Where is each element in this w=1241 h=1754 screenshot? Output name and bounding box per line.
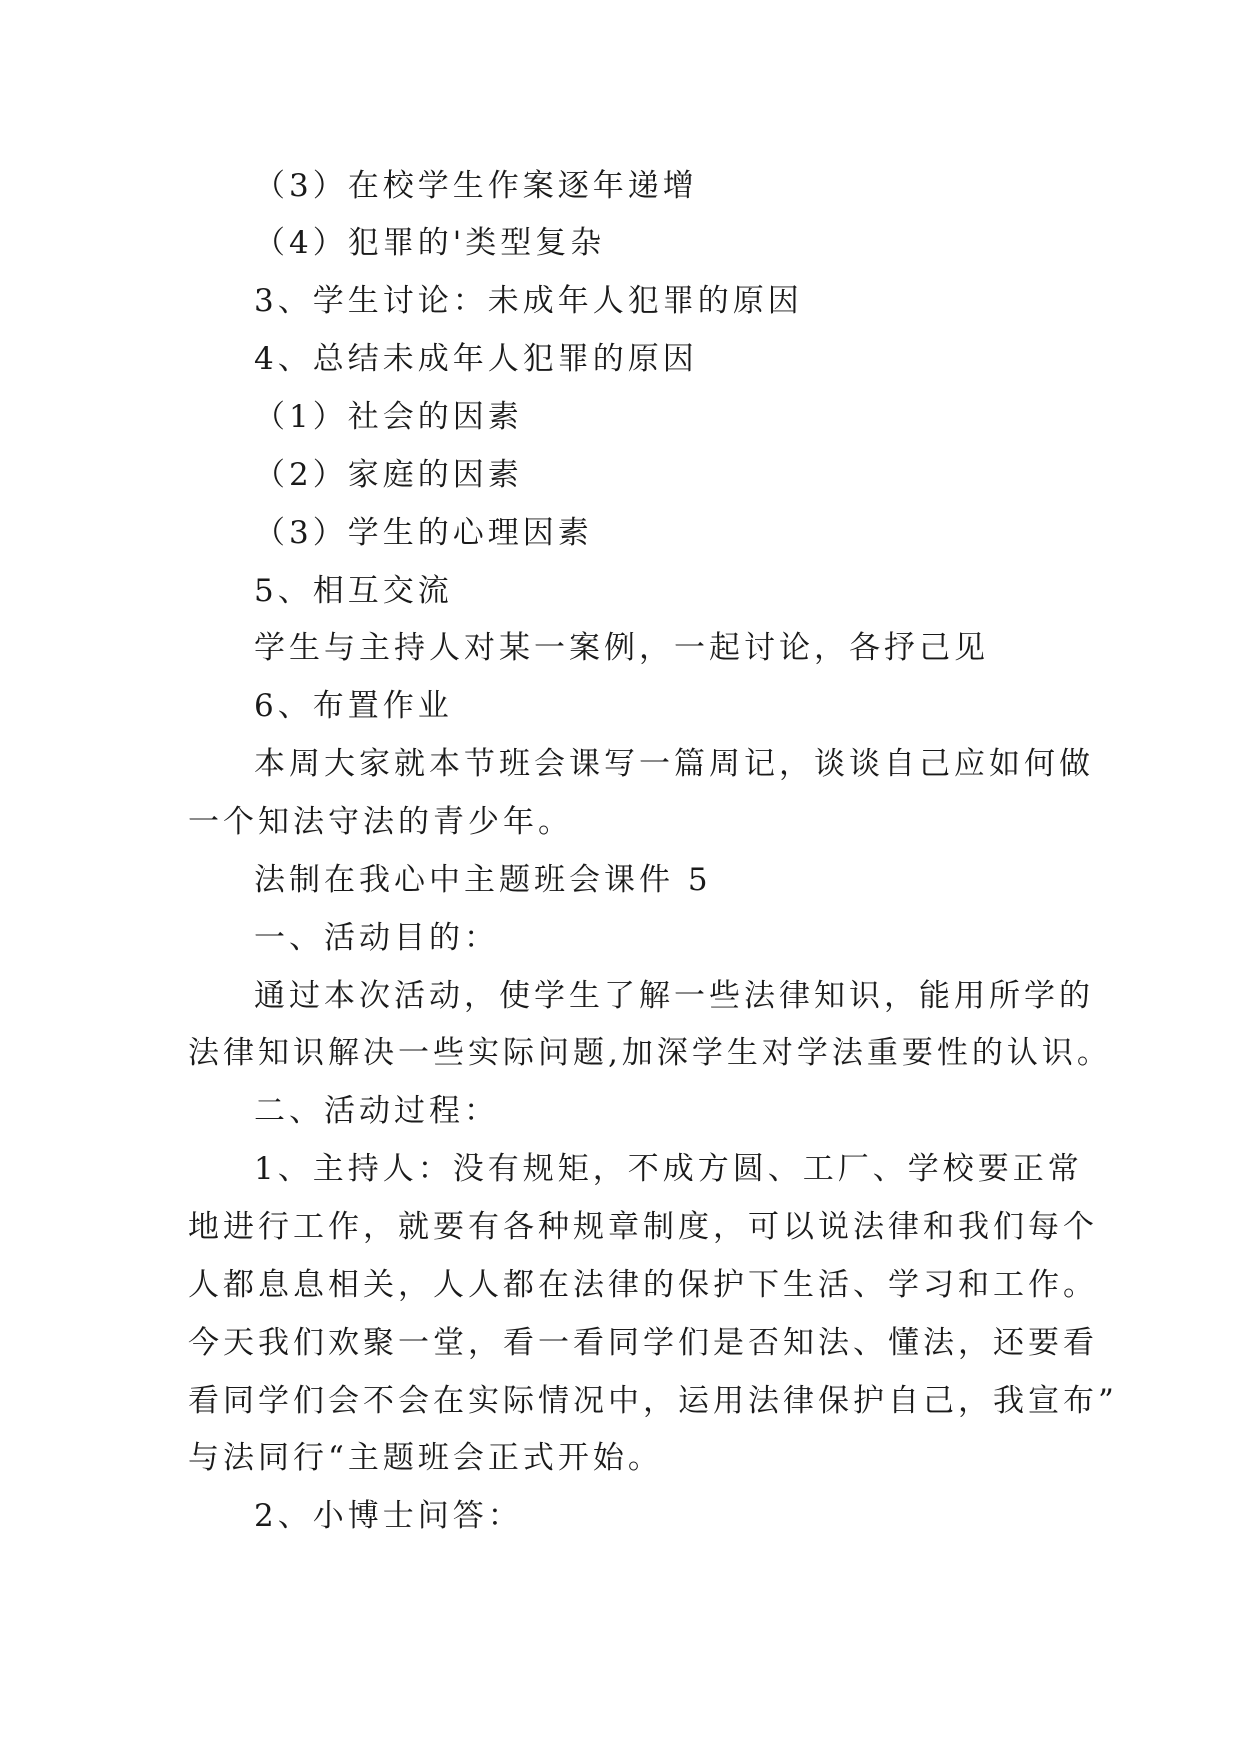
paragraph-homework-line-2: 一个知法守法的青少年。: [188, 804, 573, 840]
section-title-courseware-5: 法制在我心中主题班会课件 5: [254, 862, 712, 898]
heading-activity-purpose: 一、活动目的：: [254, 920, 499, 956]
step-student-discussion: 3、学生讨论：未成年人犯罪的原因: [254, 283, 803, 319]
paragraph-host-line-2: 地进行工作，就要有各种规章制度，可以说法律和我们每个: [188, 1209, 1098, 1245]
paragraph-host-line-6: 与法同行“主题班会正式开始。: [188, 1440, 663, 1476]
paragraph-host-line-3: 人都息息相关，人人都在法律的保护下生活、学习和工作。: [188, 1267, 1098, 1303]
paragraph-case-discussion: 学生与主持人对某一案例，一起讨论，各抒己见: [254, 630, 989, 666]
paragraph-host-line-4: 今天我们欢聚一堂，看一看同学们是否知法、懂法，还要看: [188, 1325, 1098, 1361]
list-item-psychological-factors: （3）学生的心理因素: [254, 515, 593, 551]
list-item-student-crime-increase: （3）在校学生作案逐年递增: [254, 168, 698, 204]
paragraph-host-line-5: 看同学们会不会在实际情况中，运用法律保护自己，我宣布”: [188, 1383, 1118, 1419]
paragraph-homework-line-1: 本周大家就本节班会课写一篇周记，谈谈自己应如何做: [254, 746, 1094, 782]
step-summarize-causes: 4、总结未成年人犯罪的原因: [254, 341, 698, 377]
paragraph-purpose-line-1: 通过本次活动，使学生了解一些法律知识，能用所学的: [254, 978, 1094, 1014]
step-assign-homework: 6、布置作业: [254, 688, 453, 724]
list-item-family-factors: （2）家庭的因素: [254, 457, 523, 493]
heading-activity-process: 二、活动过程：: [254, 1093, 499, 1129]
paragraph-purpose-line-2: 法律知识解决一些实际问题,加深学生对学法重要性的认识。: [188, 1035, 1112, 1071]
step-mutual-exchange: 5、相互交流: [254, 573, 453, 609]
list-item-social-factors: （1）社会的因素: [254, 399, 523, 435]
step-quiz: 2、小博士问答：: [254, 1498, 523, 1534]
list-item-crime-types-complex: （4）犯罪的'类型复杂: [254, 225, 606, 261]
paragraph-host-line-1: 1、主持人：没有规矩，不成方圆、工厂、学校要正常: [254, 1151, 1083, 1187]
